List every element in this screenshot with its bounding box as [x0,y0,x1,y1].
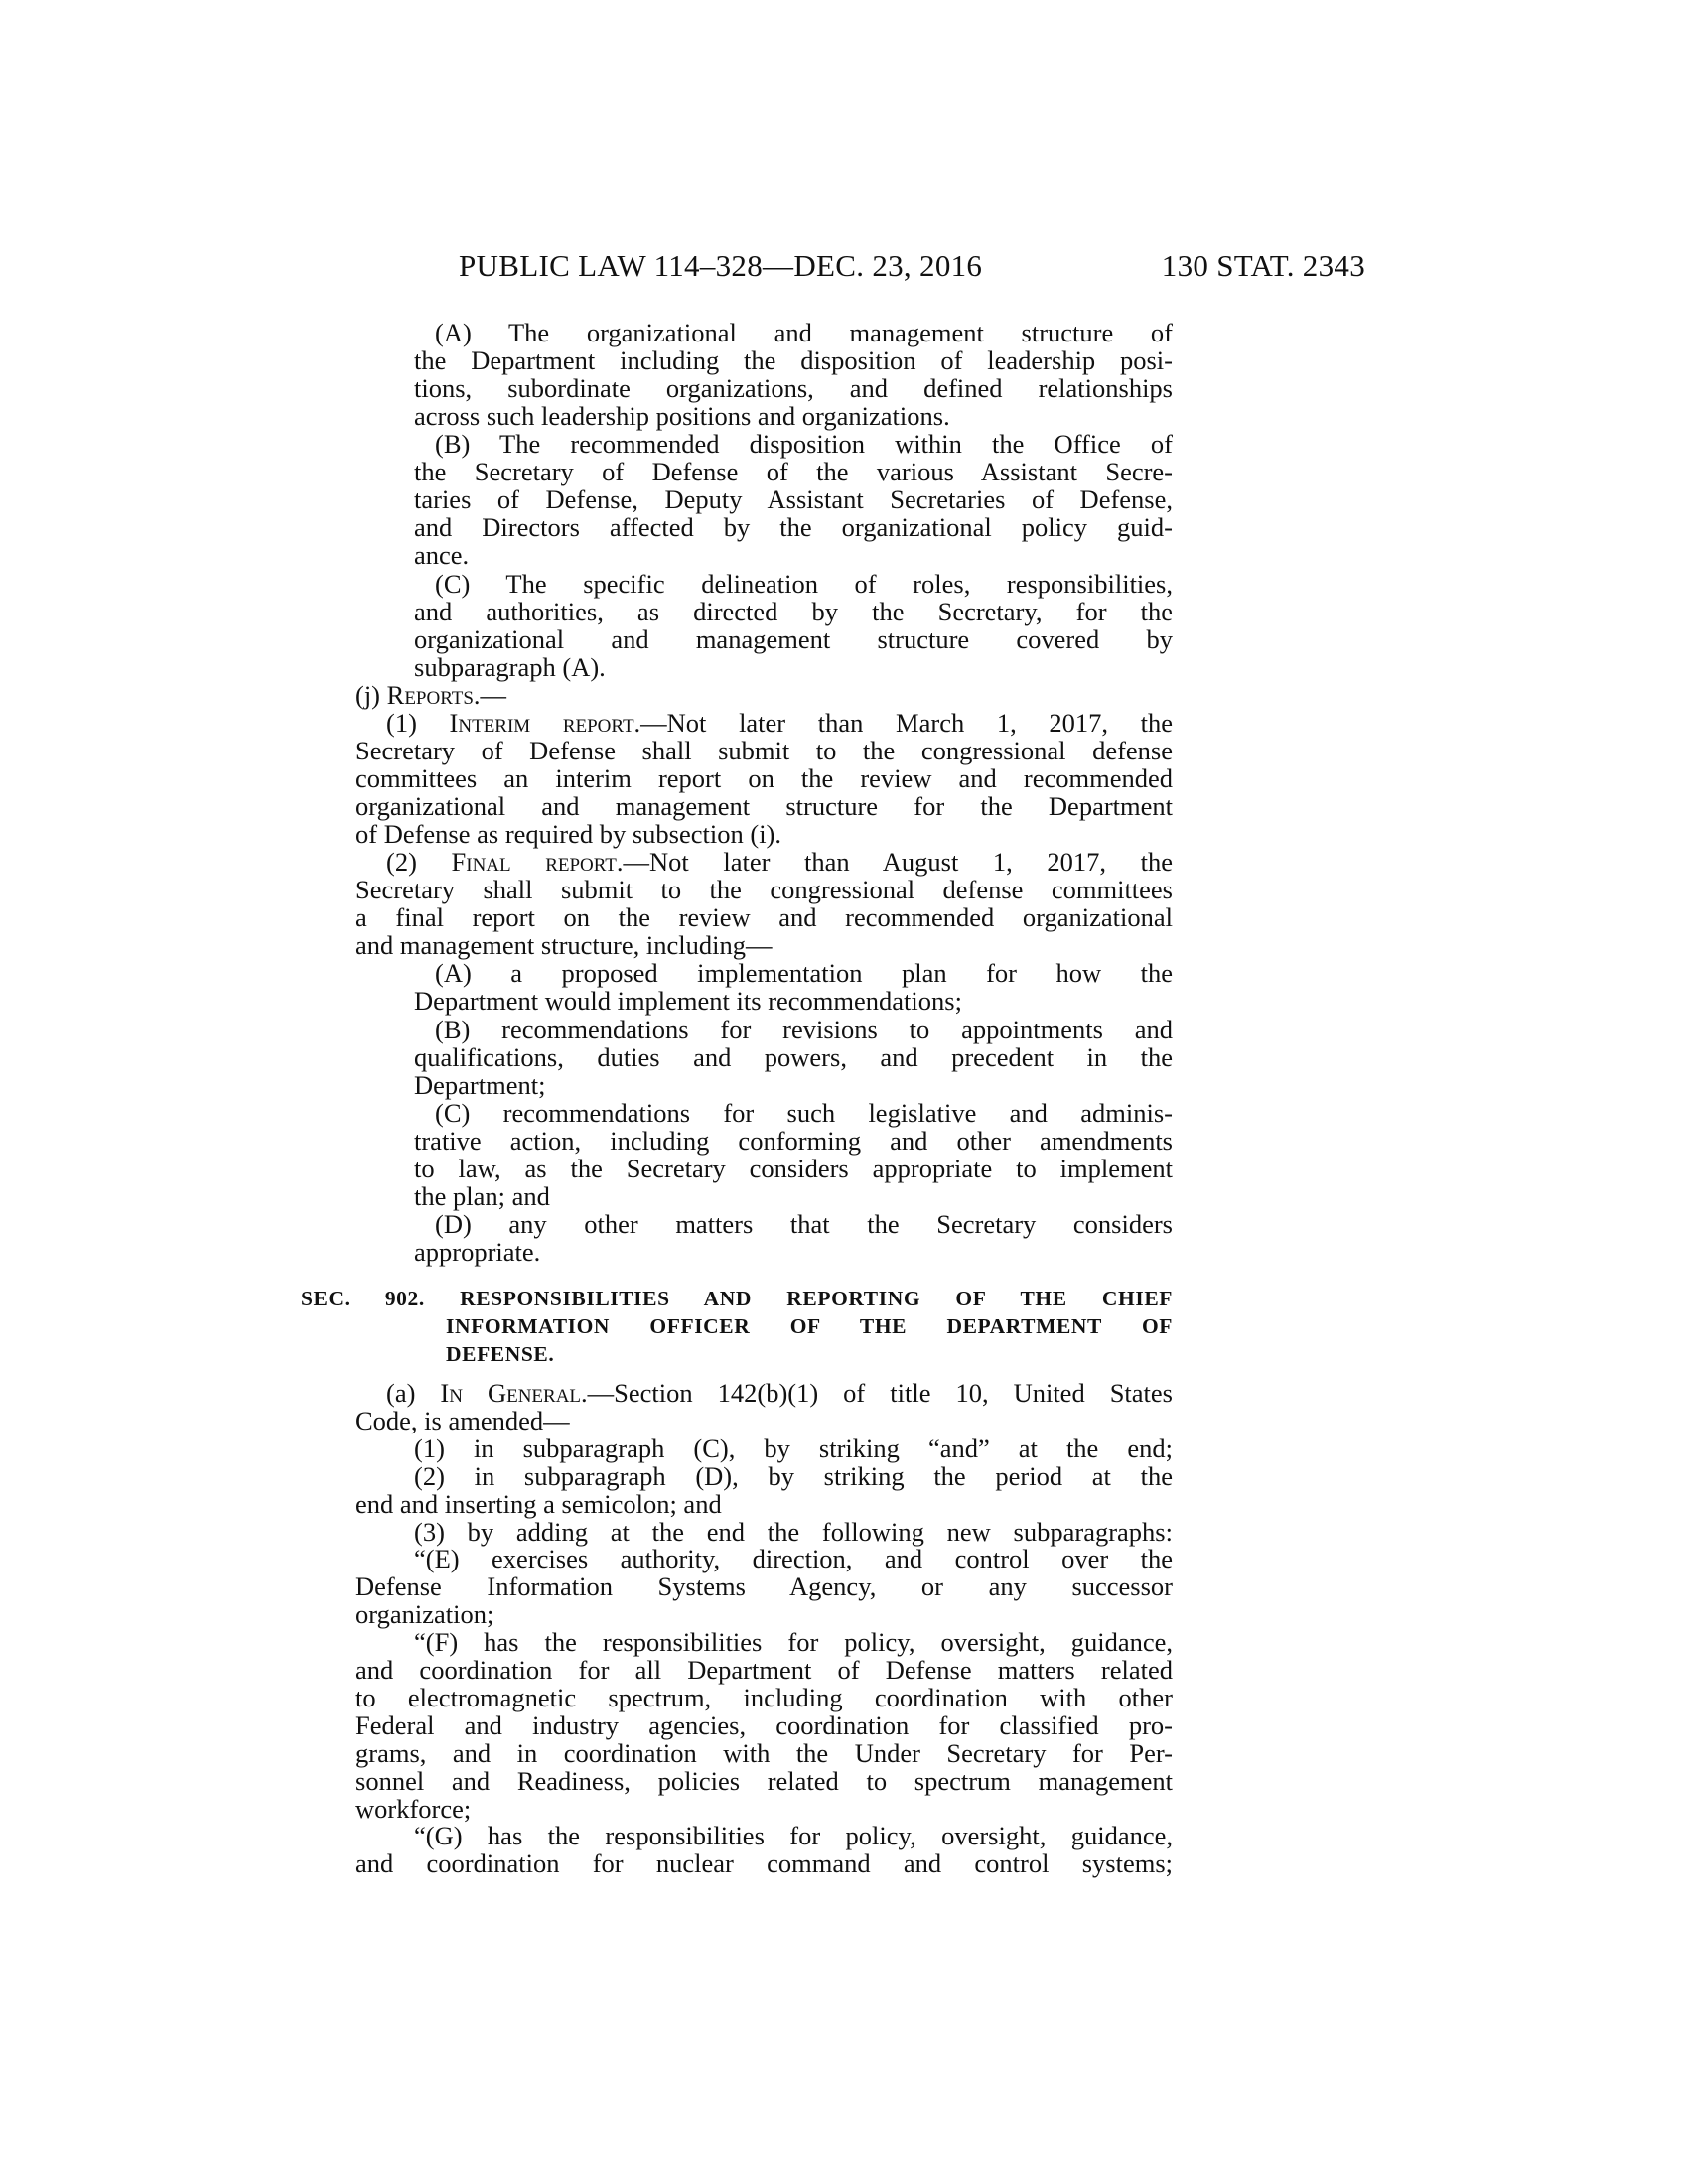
text-line: grams, and in coordination with the Under Secretary for Per- [355,1737,1173,1768]
small-caps-heading: Reports [386,679,474,710]
text-line: Department; [414,1069,546,1100]
text-line: sonnel and Readiness, policies related to spectrum management [355,1765,1173,1796]
text-line: and management structure, including— [355,930,773,961]
text-line: organization; [355,1599,494,1630]
text-line: qualifications, duties and powers, and precedent in the [414,1041,1173,1072]
heading-line: SEC. 902. RESPONSIBILITIES AND REPORTING OF THE CHIEF [301,1287,1173,1310]
text-line: tions, subordinate organizations, and defined relationships [414,373,1173,404]
text-line: the Department including the disposition of leadership posi- [414,345,1173,376]
text-span: (j) [355,679,387,710]
text-span: (a) [386,1378,441,1408]
text-line: and coordination for all Department of Defense matters related [355,1655,1173,1685]
text-line: to law, as the Secretary considers appropriate to implement [414,1153,1173,1183]
text-line: and Directors affected by the organizational policy guid- [414,512,1173,543]
heading-line: INFORMATION OFFICER OF THE DEPARTMENT OF [446,1314,1173,1339]
text-line: workforce; [355,1793,472,1824]
small-caps-heading: Interim report [449,707,634,738]
text-line: (D) any other matters that the Secretary considers [435,1208,1173,1239]
text-line: Secretary of Defense shall submit to the congressional defense [355,735,1173,765]
text-line: (2) in subparagraph (D), by striking the period at the [414,1460,1173,1491]
small-caps-heading: Final report [451,847,617,878]
page-citation: 130 STAT. 2343 [1161,248,1365,283]
text-line: Code, is amended— [355,1405,570,1435]
text-line: taries of Defense, Deputy Assistant Secretaries of Defense, [414,484,1173,515]
running-header-title: PUBLIC LAW 114–328—DEC. 23, 2016 [459,248,983,283]
text-span: .—Not later than March 1, 2017, the [633,707,1173,738]
text-line [355,681,1173,709]
text-line: (A) The organizational and management structure of [435,318,1173,347]
text-line: Federal and industry agencies, coordination for classified pro- [355,1709,1173,1740]
text-line: and coordination for nuclear command and control systems; [355,1848,1173,1879]
text-line: (C) recommendations for such legislative and adminis- [435,1097,1173,1128]
text-line: (B) The recommended disposition within the Office of [435,429,1173,460]
text-line: “(G) has the responsibilities for policy, oversight, guidance, [414,1821,1173,1851]
text-line: and authorities, as directed by the Secretary, for the [414,596,1173,626]
text-span: .—Section 142(b)(1) of title 10, United States [581,1378,1173,1408]
text-line: the Secretary of Defense of the various Assistant Secre- [414,457,1173,487]
text-span: .— [473,679,507,710]
text-line [386,1379,1173,1407]
heading-line: DEFENSE. [446,1342,555,1367]
text-line: end and inserting a semicolon; and [355,1488,722,1519]
text-line: trative action, including conforming and other amendments [414,1125,1173,1156]
text-line: to electromagnetic spectrum, including coordination with other [355,1682,1173,1712]
text-line: “(E) exercises authority, direction, and control over the [414,1544,1173,1574]
small-caps-heading: In General [440,1378,582,1408]
text-line: the plan; and [414,1180,550,1211]
text-line: organizational and management structure covered by [414,623,1173,654]
text-line: (B) recommendations for revisions to appointments and [435,1014,1173,1044]
text-line: (1) in subparagraph (C), by striking “and” at the end; [414,1433,1173,1463]
text-line: (A) a proposed implementation plan for how the [435,958,1173,989]
text-line: ance. [414,540,470,571]
text-span: (1) [386,707,450,738]
text-line: committees an interim report on the review and recommended [355,762,1173,793]
text-line: appropriate. [414,1236,541,1267]
text-line [386,709,1173,737]
text-line: subparagraph (A). [414,651,606,682]
text-line: organizational and management structure for the Department [355,791,1173,822]
text-line: Defense Information Systems Agency, or any successor [355,1571,1173,1602]
text-line: Department would implement its recommendations; [414,986,962,1017]
text-line: (3) by adding at the end the following new subparagraphs: [414,1516,1173,1547]
text-line: (C) The specific delineation of roles, responsibilities, [435,568,1173,599]
text-line: across such leadership positions and organizations. [414,401,950,432]
text-line [386,848,1173,876]
text-line: “(F) has the responsibilities for policy, oversight, guidance, [414,1627,1173,1658]
text-span: (2) [386,847,452,878]
text-line: of Defense as required by subsection (i). [355,819,782,850]
text-line: a final report on the review and recommended organizational [355,902,1173,933]
text-span: .—Not later than August 1, 2017, the [616,847,1173,878]
text-line: Secretary shall submit to the congressional defense committees [355,875,1173,905]
